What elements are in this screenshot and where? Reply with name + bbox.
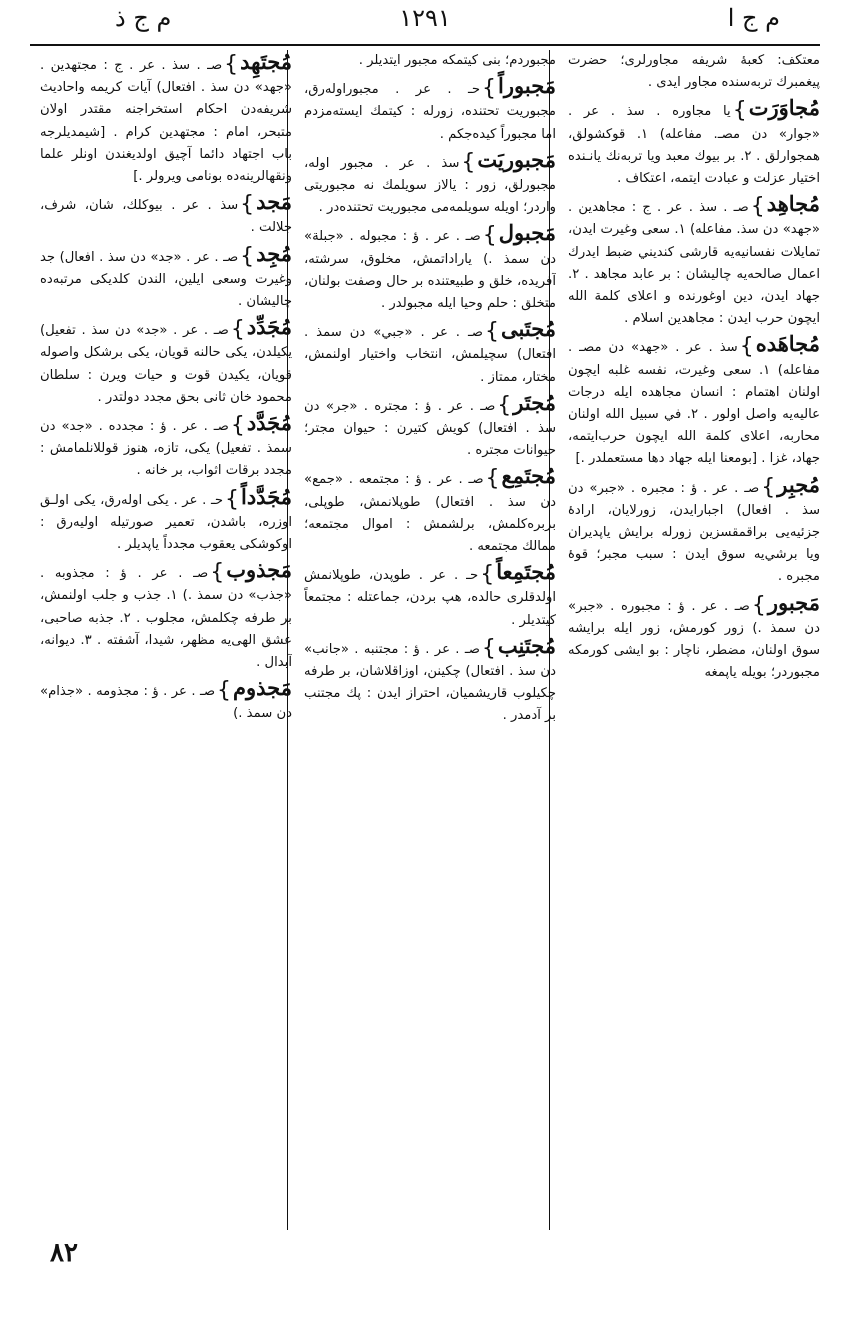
entry-headword: مَجذوم [233, 675, 292, 701]
brace-mark: } [480, 562, 495, 588]
entry-definition: مجبوردم؛ بنى كيتمكه مجبور ايتديلر . [358, 53, 556, 68]
columns [30, 50, 820, 1230]
dictionary-entry [40, 50, 292, 188]
dictionary-entry [40, 558, 292, 674]
dictionary-entry [568, 192, 820, 330]
entry-definition: صـ . عر . «جبي» دن سمذ . افتعال) سچيلمش، انتخاب واختيار اولنمش، مختار، ممتاز . [304, 325, 556, 385]
entry-definition: صـ . عر . «جد» دن سذ . افعال) جد وغيرت وسعى ايلين، الندن كلديكى مرتبه‌ده چاليشان . [40, 249, 292, 310]
dictionary-entry [40, 485, 292, 557]
entry-headword: مَجبوريَت [477, 146, 556, 172]
brace-mark: } [739, 334, 754, 360]
brace-mark: } [485, 319, 500, 345]
column-middle [304, 50, 556, 1230]
brace-mark: } [461, 149, 476, 175]
brace-mark: } [732, 98, 747, 124]
right-guide-word: م ج ا [727, 4, 780, 32]
entry-headword: مَجبور [767, 589, 820, 615]
entry-definition: صـ . عر . ؤ : مجتره . «جر» دن سذ . افتعال) كويش كتيرن : حيوان مجتر؛ حيوانات مجتره . [304, 398, 556, 459]
entry-definition: صـ . عر . ؤ : مجتمعه . «جمع» دن سذ . افتعال) طوپلانمش، طوپلى، بربره‌كلمش، برلشمش : اموال مجتمعه؛ ممالك مجتمعه . [304, 472, 556, 555]
entry-definition: سذ . عر . مجبور اوله، مجبورلق، زور : يالاز سويلمك نه مجبوريتى واردر؛ اويله سويلمه‌مى مجبوريت تحتنده‌در . [304, 155, 556, 216]
entry-headword: مُجَدَّداً [240, 483, 292, 509]
dictionary-entry [568, 332, 820, 470]
brace-mark: } [224, 52, 239, 77]
entry-definition: حـ . عر . مجبوراوله‌رق، مجبوريت تحتنده، زورله : كيتمك ايسته‌مزدم اما مجبوراً كيده‌جكم . [304, 82, 556, 142]
dictionary-entry [304, 560, 556, 632]
entry-headword: مُجاهِد [766, 191, 820, 217]
column-divider [549, 50, 550, 1230]
entry-headword: مَجد [256, 189, 292, 215]
entry-headword: مُجتَبى [501, 316, 556, 342]
brace-mark: } [497, 392, 512, 418]
brace-mark: } [482, 223, 497, 249]
dictionary-entry [40, 676, 292, 725]
header-rule [30, 44, 820, 46]
dictionary-entry [40, 411, 292, 483]
brace-mark: } [230, 317, 245, 343]
brace-mark: } [761, 474, 776, 500]
entry-headword: مُجبِر [777, 471, 820, 497]
entry-definition: صـ . سذ . عر . ج : مجتهدين . «جهد» دن سذ . افتعال) آيات كريمه واحاديث شريفه‌دن احكام استخراجنه مقتدر اولان متبحر، امام : مجتهدين كرام . [شيمديلرجه باب اجتهاد دائما آچيق اولديغندن اونلر علما ونقهالرينه‌ده بونامى ويرولر .] [40, 58, 292, 185]
entry-definition: صـ . عر . ؤ : مجبره . «جبر» دن سذ . افعال) اجبارايدن، زورلايان، ارادهٔ جزئيه‌يى براقمقسزين زورله برايش ياپديران ويا برشي‌يه سوق ايدن : سبب مجبر؛ قوهٔ مجبره . [568, 480, 820, 585]
entry-definition: سذ . عر . «جهد» دن مصـ . مفاعله) ١. سعى وغيرت، نفسه غلبه ايچون اولنان اهتمام : انسان مجاهده ايله درجات عاليه‌يه واصل اولور . ٢. في سبيل الله اولنان محاربه، اعلاى كلمة الله ايچون حرب‌ايتمه، جهاد، غزا . [بومعنا ايله جهاد دها مستعملدر .] [568, 340, 820, 467]
dictionary-entry [304, 634, 556, 728]
dictionary-entry [304, 391, 556, 463]
left-guide-word: م ج ذ [115, 4, 172, 32]
entry-headword: مُجتَر [513, 389, 556, 415]
page-number: ١٢٩١ [399, 4, 451, 32]
column-divider [287, 50, 288, 1230]
column-left [40, 50, 292, 1230]
brace-mark: } [217, 678, 232, 704]
entry-definition: صـ . عر . ؤ : مجتنبه . «جانب» دن سذ . افتعال) چكينن، اوزاقلاشان، بر طرفه چكيلوب قاريشميان، احتراز ايدن : پك مجتنب بر آدمدر . [304, 641, 556, 724]
entry-headword: مَجذوب [226, 557, 292, 583]
dictionary-entry [568, 473, 820, 589]
entry-definition: حـ . عر . طوپدن، طوپلانمش اولدقلرى حالده، هپ بردن، جماعتله : مجتمعاً كيتديلر . [304, 568, 556, 628]
entry-headword: مُجتَنِب [497, 632, 556, 658]
entry-definition: صـ . عر . ؤ : مجذوبه . «جذب» دن سمذ .) ١. جذب و جلب اولنمش، بر طرفه چكلمش، مجلوب . ٢. جذبه صاحبى، عشق الهى‌يه مظهر، شيدا، آشفته . ٣. ديوانه، آبدال . [40, 566, 292, 671]
brace-mark: } [230, 413, 245, 439]
brace-mark: } [240, 192, 255, 218]
entry-definition: صـ . عر . ؤ : مجذومه . «جذام» دن سمذ .) [40, 684, 292, 722]
entry-headword: مُجَدِّد [246, 314, 292, 340]
entry-definition: صـ . عر . ؤ : مجبوره . «جبر» دن سمذ .) زور كورمش، زور ايله برايشه سوق اولنان، مضطر، ناچار : بو ايشى كورمكه مجبوردر؛ بويله ياپمغه [568, 598, 820, 681]
entry-definition: صـ . عر . ؤ : مجدده . «جد» دن سمذ . تفعيل) يكى، تازه، هنوز قوللانلمامش : مجدد برقات اثواب، بر خانه . [40, 419, 292, 479]
dictionary-entry [568, 50, 820, 94]
dictionary-entry [304, 50, 556, 72]
dictionary-entry [304, 221, 556, 315]
brace-mark: } [210, 560, 225, 586]
entry-definition: صـ . سذ . عر . ج : مجاهدين . «جهد» دن سذ. مفاعله) ١. سعى وغيرت ايدن، تمايلات نفسانيه‌يه قارشى كنديني ضبط ايدرك اعمال صالحه‌يه چاليشان : بر عابد مجاهد . ٢. جهاد ايدن، دين اوغورنده و اعلاى كلمة الله ايچون حرب ايدن : مجاهدين اسلام . [568, 200, 820, 327]
brace-mark: } [224, 486, 239, 512]
entry-headword: مُجاهَده [755, 331, 820, 357]
entry-headword: مُجاوَرَت [748, 95, 820, 121]
dictionary-entry [304, 148, 556, 220]
footer-page-number: ٨٢ [50, 1238, 78, 1268]
entry-definition: صـ . عر . «جد» دن سذ . تفعيل) يكيلدن، يكى حالنه قويان، يكى برشكل واصوله قويان، يكيدن قوت و حيات ويرن : سلطان محمود خان ثانى بحق مجدد دولتدر . [40, 323, 292, 405]
page-header [30, 0, 820, 44]
brace-mark: } [485, 466, 500, 492]
column-right [568, 50, 820, 1230]
dictionary-entry [568, 591, 820, 685]
brace-mark: } [750, 194, 765, 220]
dictionary-entry [40, 315, 292, 409]
entry-definition: معتكف: كعبهٔ شريفه مجاورلرى؛ حضرت پيغمبرك تربه‌سنده مجاور ايدى . [568, 53, 820, 91]
dictionary-entry [40, 190, 292, 239]
entry-headword: مَجبول [498, 220, 556, 246]
dictionary-entry [304, 317, 556, 389]
dictionary-entry [304, 464, 556, 558]
entry-headword: مَجبوراً [498, 73, 556, 99]
dictionary-entry [568, 96, 820, 190]
entry-definition: سذ . عر . بيوكلك، شان، شرف، جلالت . [40, 198, 292, 236]
dictionary-entry [40, 242, 292, 314]
entry-headword: مُجتَمِع [501, 463, 556, 489]
entry-definition: حـ . عر . يكى اوله‌رق، يكى اولـق اوزره، باشدن، تعمير صورتيله اوليه‌رق : اوكوشكى يعقوب مجدداً ياپديلر . [40, 492, 292, 553]
entry-headword: مُجَدَّد [246, 410, 292, 436]
brace-mark: } [482, 76, 497, 102]
entry-definition: صـ . عر . ؤ : مجبوله . «جبلة» دن سمذ .) ياراداتمش، مخلوق، سرشته، آفريده، خلق و طبيعتنده بر حال وصفت بولنان، متخلق : حلم وحيا ايله مجبولدر . [304, 229, 556, 312]
entry-headword: مُجتَهِد [240, 50, 292, 74]
dictionary-entry [304, 74, 556, 146]
brace-mark: } [751, 592, 766, 618]
entry-headword: مُجتَمِعاً [496, 559, 556, 585]
brace-mark: } [240, 243, 255, 269]
entry-definition: يا مجاوره . سذ . عر . «جوار» دن مصـ. مفاعله) ١. قوكشولق، همجوارلق . ٢. بر بيوك معبد ويا تربه‌نك يانـنده اختيار عزلت و عبادت ايتمه، اعتكاف . [568, 104, 820, 187]
entry-headword: مُجِد [256, 240, 292, 266]
brace-mark: } [481, 635, 496, 661]
